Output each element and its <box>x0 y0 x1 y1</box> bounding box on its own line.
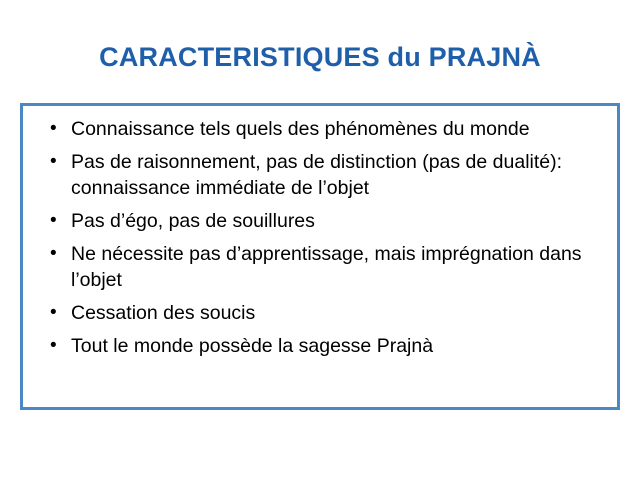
list-item-text: Tout le monde possède la sagesse Prajnà <box>71 335 434 357</box>
bullet-list <box>33 116 603 359</box>
list-item <box>33 241 603 293</box>
bullet-icon: • <box>50 210 57 231</box>
page-title: CARACTERISTIQUES du PRAJNÀ <box>99 42 541 72</box>
content-box <box>20 103 620 410</box>
list-item-text: Connaissance tels quels des phénomènes du monde <box>71 118 530 140</box>
bullet-icon: • <box>50 335 57 356</box>
list-item <box>33 116 603 142</box>
list-item <box>33 208 603 234</box>
list-item-text: Pas d’égo, pas de souillures <box>71 210 315 232</box>
bullet-icon: • <box>50 151 57 172</box>
list-item-text: Ne nécessite pas d’apprentissage, mais imprégnation dans l’objet <box>71 243 582 291</box>
bullet-icon: • <box>50 243 57 264</box>
list-item <box>33 149 603 201</box>
bullet-icon: • <box>50 302 57 323</box>
bullet-icon: • <box>50 118 57 139</box>
list-item <box>33 333 603 359</box>
list-item-text: Cessation des soucis <box>71 302 256 324</box>
list-item-text: Pas de raisonnement, pas de distinction (pas de dualité): connaissance immédiate de l’objet <box>71 151 563 199</box>
list-item <box>33 300 603 326</box>
